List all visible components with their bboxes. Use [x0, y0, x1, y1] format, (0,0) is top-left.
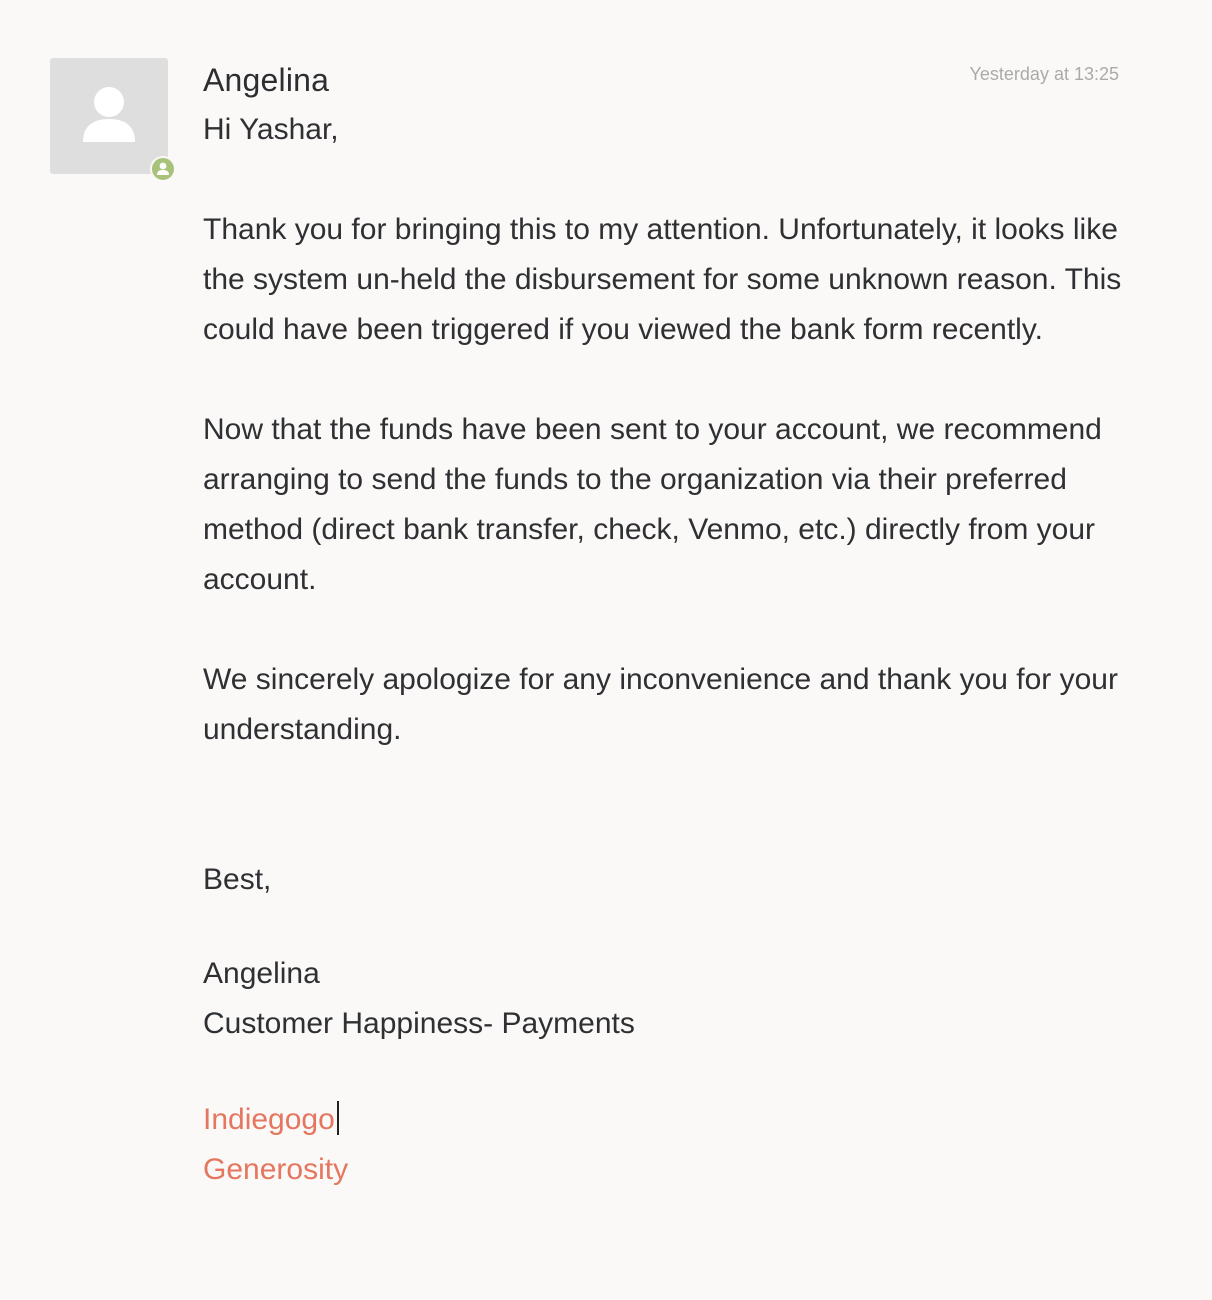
message-body — [203, 105, 1123, 1195]
greeting-text: Hi Yashar, — [203, 113, 339, 146]
online-status-badge — [150, 156, 176, 182]
paragraph-1: Thank you for bringing this to my attention. Unfortunately, it looks like the system un-held the disbursement for some unknown reason. This could have been triggered if you viewed the bank form recently. — [203, 213, 1122, 346]
avatar[interactable] — [50, 58, 168, 174]
online-user-icon — [157, 162, 169, 176]
closing-text: Best, — [203, 863, 272, 896]
text-cursor — [337, 1101, 339, 1135]
paragraph-3: We sincerely apologize for any inconvenience and thank you for your understanding. — [203, 663, 1118, 746]
user-placeholder-icon — [83, 86, 135, 144]
brand-line-1 — [203, 1095, 1123, 1145]
signature-title: Customer Happiness- Payments — [203, 1007, 635, 1040]
signature-name: Angelina — [203, 957, 320, 990]
sender-name: Angelina — [203, 62, 330, 98]
message-timestamp: Yesterday at 13:25 — [969, 64, 1119, 84]
brand-indiegogo: Indiegogo — [203, 1103, 335, 1136]
brand-line-2: Generosity — [203, 1153, 349, 1186]
paragraph-2: Now that the funds have been sent to your account, we recommend arranging to send the funds to the organization via their preferred method (direct bank transfer, check, Venmo, etc.) directly from your account. — [203, 413, 1102, 596]
